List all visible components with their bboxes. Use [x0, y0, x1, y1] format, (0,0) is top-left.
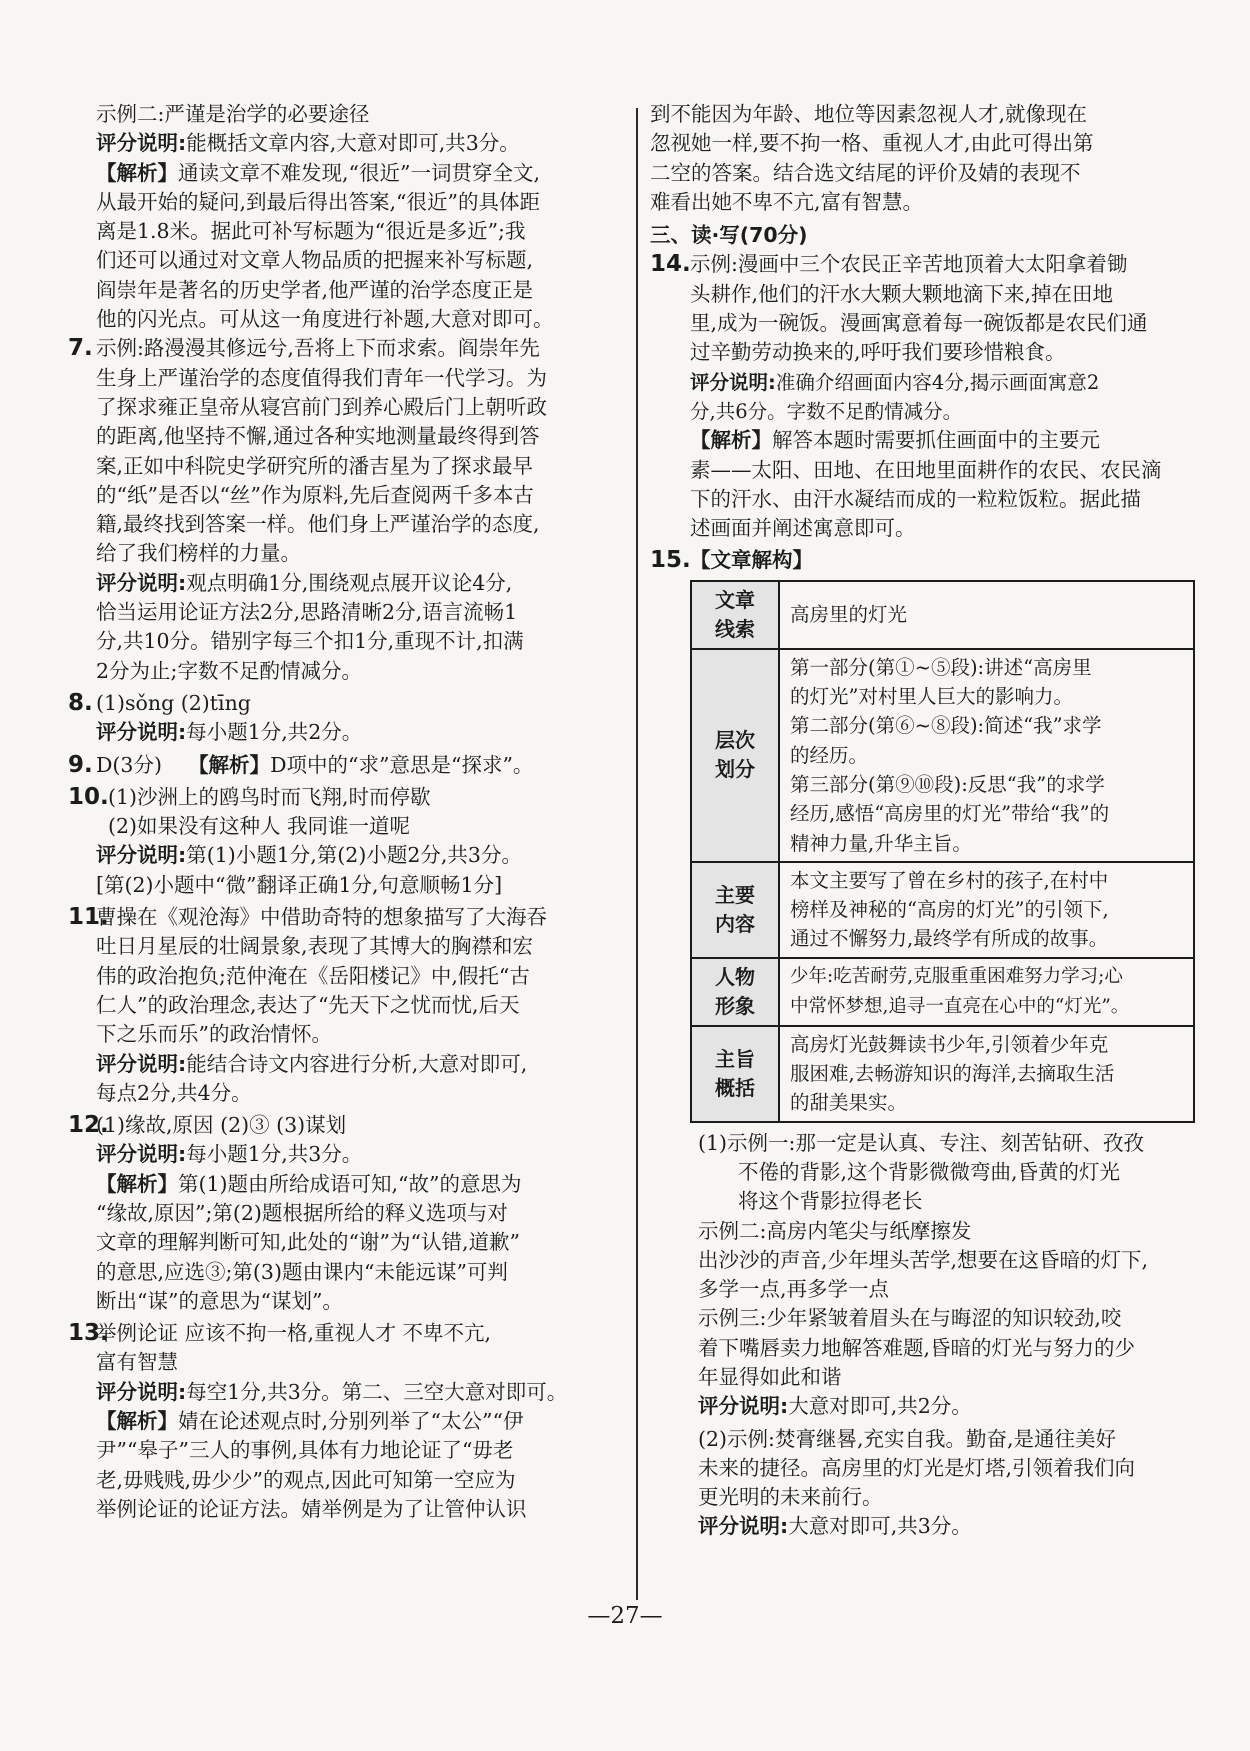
q13-analysis-cont: 到不能因为年龄、地位等因素忽视人才,就像现在	[650, 102, 1088, 126]
table-header-cell: 文章 线索	[691, 581, 779, 649]
table-cell: 高房里的灯光	[779, 581, 1194, 649]
q12-answer: 12.(1)缘故,原因 (2)③ (3)谋划	[68, 1111, 626, 1140]
q7-score-note: 评分说明:观点明确1分,围绕观点展开议论4分,	[96, 570, 513, 595]
q8-score-note: 评分说明:每小题1分,共2分。	[96, 720, 363, 745]
q7-score-line: 2分为止;字数不足酌情减分。	[96, 658, 362, 683]
q7-line: 案,正如中科院史学研究所的潘吉星为了探求最早	[96, 453, 534, 478]
table-cell: 本文主要写了曾在乡村的孩子,在村中 榜样及神秘的“高房的灯光”的引领下, 通过不懈努力,最终学有所成的故事。	[779, 862, 1194, 958]
table-header-cell: 层次 划分	[691, 649, 779, 862]
q13-analysis-line: 尹”“皋子”三人的事例,具体有力地论证了“毋老	[96, 1438, 514, 1463]
q15-answer-line: 多学一点,再多学一点	[698, 1277, 890, 1302]
q7-line: 籍,最终找到答案一样。他们身上严谨治学的态度,	[96, 512, 540, 537]
table-row	[691, 581, 1194, 649]
q7-line: 生身上严谨治学的态度值得我们青年一代学习。为	[96, 365, 547, 390]
table-cell: 高房灯光鼓舞读书少年,引领着少年克 服困难,去畅游知识的海洋,去摘取生活 的甜美果实。	[779, 1026, 1194, 1122]
column-divider	[636, 108, 638, 1600]
q14-answer: 14.示例:漫画中三个农民正辛苦地顶着大太阳拿着锄	[650, 250, 1195, 279]
table-cell: 第一部分(第①~⑤段):讲述“高房里 的灯光”对村里人巨大的影响力。 第二部分(第⑥~⑧段):简述“我”求学 的经历。 第三部分(第⑨⑩段):反思“我”的求学 经历,感悟“高房里的灯光”带给“我”的 精神力量,升华主旨。	[779, 649, 1194, 862]
q11-line: 仁人”的政治理念,表达了“先天下之忧而忧,后天	[96, 992, 520, 1017]
q6-analysis-line: 离是1.8米。据此可补写标题为“很近是多近”;我	[96, 219, 526, 244]
q14-analysis-line: 素——太阳、田地、在田地里面耕作的农民、农民滴	[690, 457, 1162, 482]
question-number: 10.	[68, 783, 109, 810]
question-number: 8.	[68, 689, 93, 716]
q11-answer: 11.曹操在《观沧海》中借助奇特的想象描写了大海吞	[68, 903, 626, 932]
q6-analysis-line: 从最开始的疑问,到最后得出答案,“很近”的具体距	[96, 189, 540, 214]
q12-analysis-line: 文章的理解判断可知,此处的“谢”为“认错,道歉”	[96, 1230, 520, 1255]
table-row	[691, 958, 1194, 1026]
question-number: 14.	[650, 251, 691, 278]
q10-score-note: 评分说明:第(1)小题1分,第(2)小题2分,共3分。	[96, 843, 522, 868]
q9-answer: 9. D(3分) 【解析】D项中的“求”意思是“探求”。	[68, 751, 626, 780]
question-number: 15.	[650, 547, 691, 574]
q13-answer: 13.举例论证 应该不拘一格,重视人才 不卑不亢,	[68, 1319, 626, 1348]
q6-analysis-line: 阎崇年是著名的历史学者,他严谨的治学态度正是	[96, 277, 534, 302]
q13-analysis-line: 老,毋贱贱,毋少少”的观点,因此可知第一空应为	[96, 1467, 516, 1492]
q12-score-note: 评分说明:每小题1分,共3分。	[96, 1142, 363, 1167]
table-row	[691, 1026, 1194, 1122]
q7-line: 的距离,他坚持不懈,通过各种实地测量最终得到答	[96, 424, 540, 449]
q12-analysis-line: “缘故,原因”;第(2)题根据所给的释义选项与对	[96, 1200, 508, 1225]
q8-answer: 8. (1)sǒng (2)tīng	[68, 689, 626, 718]
q14-analysis: 【解析】解答本题时需要抓住画面中的主要元	[690, 428, 1100, 453]
q15-answer-line: 年显得如此和谐	[698, 1364, 842, 1389]
table-header-cell: 主旨 概括	[691, 1026, 779, 1122]
q14-line: 头耕作,他们的汗水大颗大颗地滴下来,掉在田地	[690, 281, 1114, 306]
table-row	[691, 649, 1194, 862]
table-header-cell: 主要 内容	[691, 862, 779, 958]
q6-analysis-line: 们还可以通过对文章人物品质的把握来补写标题,	[96, 248, 534, 273]
question-number: 11.	[68, 904, 109, 931]
question-number: 7.	[68, 335, 93, 362]
left-column	[68, 100, 626, 1524]
q15-score-note-2: 评分说明:大意对即可,共3分。	[698, 1514, 972, 1539]
q15-answer-line: 将这个背影拉得老长	[738, 1189, 923, 1214]
table-row	[691, 862, 1194, 958]
q14-score-note: 评分说明:准确介绍画面内容4分,揭示画面寓意2	[690, 370, 1100, 394]
q12-analysis-line: 断出“谋”的意思为“谋划”。	[96, 1288, 343, 1313]
question-number: 12.	[68, 1112, 109, 1139]
question-number: 9.	[68, 751, 93, 778]
q15-answer-1: (1)示例一:那一定是认真、专注、刻苦钻研、孜孜	[698, 1130, 1144, 1155]
right-column	[650, 100, 1195, 1542]
q12-analysis-line: 的意思,应选③;第(3)题由课内“未能远谋”可判	[96, 1259, 508, 1284]
q15-answer-line: 示例二:高房内笔尖与纸摩擦发	[698, 1218, 972, 1243]
q6-analysis-line: 他的闪光点。可从这一角度进行补题,大意对即可。	[96, 307, 554, 332]
q13-analysis-cont: 二空的答案。结合选文结尾的评价及婧的表现不	[650, 160, 1081, 185]
q14-analysis-line: 述画面并阐述寓意即可。	[690, 516, 916, 541]
question-number: 13.	[68, 1320, 109, 1347]
q15-heading: 15.【文章解构】	[650, 546, 1195, 575]
q15-score-note-1: 评分说明:大意对即可,共2分。	[698, 1394, 972, 1419]
q10-answer: 10.(1)沙洲上的鸥鸟时而飞翔,时而停歇	[68, 783, 626, 812]
q14-line: 里,成为一碗饭。漫画寓意着每一碗饭都是农民们通	[690, 311, 1148, 336]
q15-answer-line: 出沙沙的声音,少年埋头苦学,想要在这昏暗的灯下,	[698, 1247, 1149, 1272]
q13-analysis-cont: 难看出她不卑不亢,富有智慧。	[650, 189, 924, 214]
q11-line: 下之乐而乐”的政治情怀。	[96, 1022, 332, 1047]
q11-score-note: 评分说明:能结合诗文内容进行分析,大意对即可,	[96, 1051, 528, 1076]
q11-line: 吐日月星辰的壮阔景象,表现了其博大的胸襟和宏	[96, 934, 534, 959]
q15-answer-line: 示例三:少年紧皱着眉头在与晦涩的知识较劲,咬	[698, 1306, 1122, 1331]
q7-score-line: 恰当运用论证方法2分,思路清晰2分,语言流畅1	[96, 600, 518, 625]
q14-line: 过辛勤劳动换来的,呼吁我们要珍惜粮食。	[690, 340, 1066, 365]
q6-score-note: 评分说明:能概括文章内容,大意对即可,共3分。	[96, 131, 520, 156]
q15-answer-line: 更光明的未来前行。	[698, 1485, 883, 1510]
q14-score-line: 分,共6分。字数不足酌情减分。	[690, 399, 963, 423]
q15-answer-line: 着下嘴唇卖力地解答难题,昏暗的灯光与努力的少	[698, 1335, 1136, 1360]
q13-analysis: 【解析】婧在论述观点时,分别列举了“太公”“伊	[96, 1409, 524, 1434]
q13-line: 富有智慧	[96, 1350, 178, 1375]
q15-answer-line: 不倦的背影,这个背影微微弯曲,昏黄的灯光	[738, 1159, 1121, 1184]
table-header-cell: 人物 形象	[691, 958, 779, 1026]
q11-score-line: 每点2分,共4分。	[96, 1080, 252, 1105]
q7-line: 给了我们榜样的力量。	[96, 541, 301, 566]
q6-analysis: 【解析】通读文章不难发现,“很近”一词贯穿全文,	[96, 160, 540, 185]
q10-line: (2)如果没有这种人 我同谁一道呢	[108, 814, 411, 839]
q11-line: 伟的政治抱负;范仲淹在《岳阳楼记》中,假托“古	[96, 963, 530, 988]
q13-score-note: 评分说明:每空1分,共3分。第二、三空大意对即可。	[96, 1379, 568, 1404]
table-cell: 少年:吃苦耐劳,克服重重困难努力学习;心 中常怀梦想,追寻一直亮在心中的“灯光”。	[779, 958, 1194, 1026]
q7-line: 的“纸”是否以“丝”作为原料,先后查阅两千多本古	[96, 482, 534, 507]
q10-score-line: [第(2)小题中“微”翻译正确1分,句意顺畅1分]	[96, 872, 503, 897]
q7-line: 了探求雍正皇帝从寝宫前门到养心殿后门上朝听政	[96, 394, 547, 419]
q12-analysis: 【解析】第(1)题由所给成语可知,“故”的意思为	[96, 1171, 522, 1196]
q7-score-line: 分,共10分。错别字每三个扣1分,重现不计,扣满	[96, 629, 524, 654]
q15-answer-line: 未来的捷径。高房里的灯光是灯塔,引领着我们向	[698, 1455, 1136, 1480]
q15-answer-2: (2)示例:焚膏继晷,充实自我。勤奋,是通往美好	[698, 1426, 1116, 1451]
q13-analysis-line: 举例论证的论证方法。婧举例是为了让管仲认识	[96, 1496, 527, 1521]
page-number: —27—	[587, 1603, 663, 1629]
q7-answer: 7. 示例:路漫漫其修远兮,吾将上下而求索。阎崇年先	[68, 334, 626, 363]
structure-table	[690, 580, 1195, 1123]
section-heading: 三、读·写(70分)	[650, 223, 808, 248]
q14-analysis-line: 下的汗水、由汗水凝结而成的一粒粒饭粒。据此描	[690, 486, 1141, 511]
q13-analysis-cont: 忽视她一样,要不拘一格、重视人才,由此可得出第	[650, 131, 1094, 156]
structure-table-wrap	[650, 580, 1195, 1123]
q6-example-2: 示例二:严谨是治学的必要途径	[96, 102, 370, 126]
